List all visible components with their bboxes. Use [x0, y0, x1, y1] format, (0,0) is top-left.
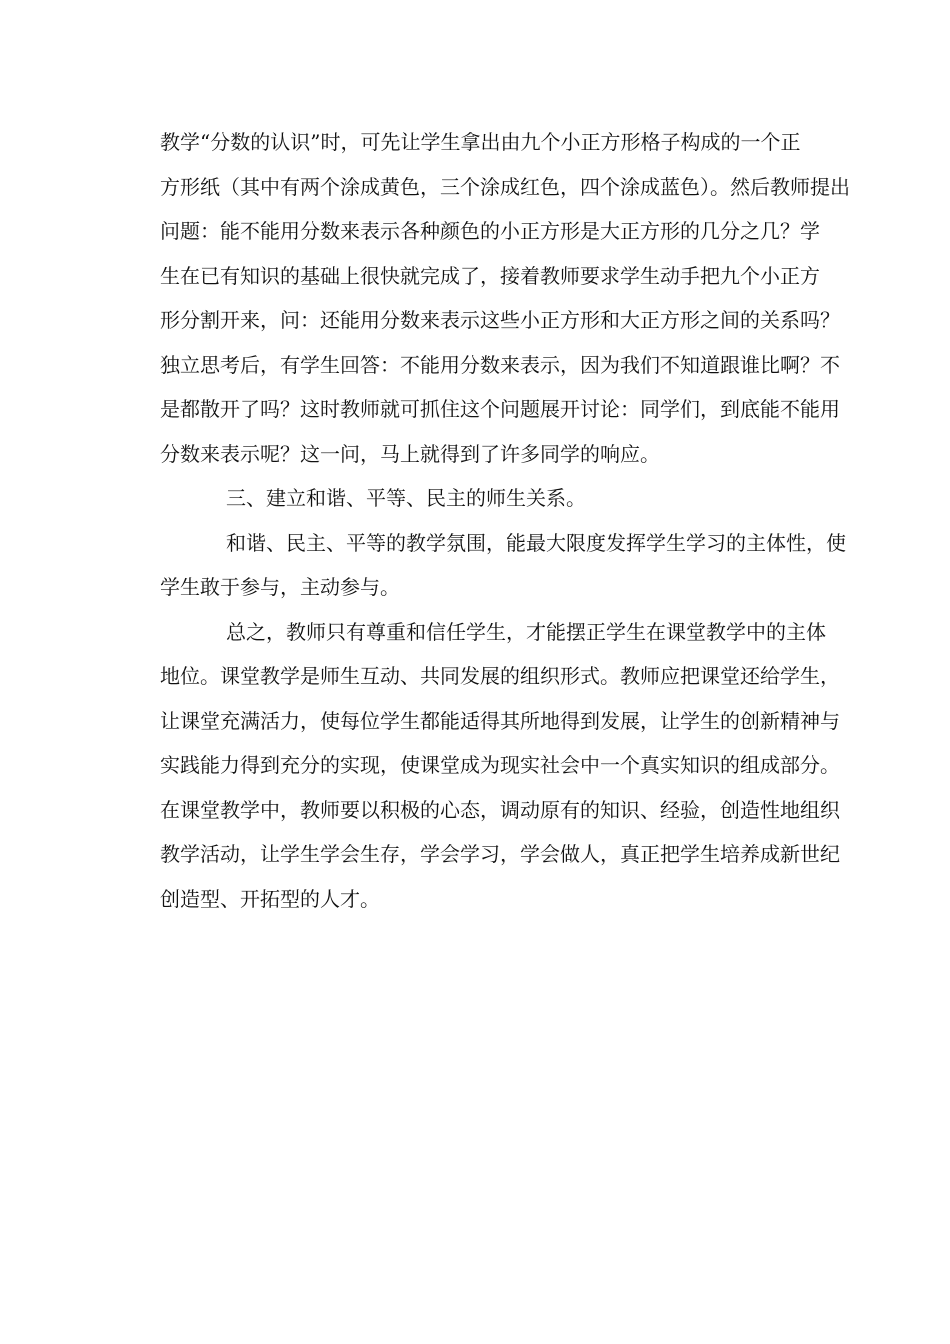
text-line: 独立思考后，有学生回答：不能用分数来表示，因为我们不知道跟谁比啊？不: [160, 352, 840, 377]
text-line: 问题：能不能用分数来表示各种颜色的小正方形是大正方形的几分之几？学: [160, 219, 820, 243]
text-line: 方形纸（其中有两个涂成黄色，三个涂成红色，四个涂成蓝色）。然后教师提出: [160, 174, 850, 199]
text-line: 和谐、民主、平等的教学氛围，能最大限度发挥学生学习的主体性，使: [226, 530, 846, 555]
text-line: 分数来表示呢？这一问，马上就得到了许多同学的响应。: [160, 441, 660, 466]
paragraph-conclusion: [160, 610, 840, 922]
document-body: [160, 120, 850, 921]
paragraph-atmosphere: [160, 521, 846, 610]
text-line: 是都散开了吗？这时教师就可抓住这个问题展开讨论：同学们，到底能不能用: [160, 397, 840, 421]
text-line: 在课堂教学中，教师要以积极的心态，调动原有的知识、经验，创造性地组织: [160, 797, 840, 822]
text-line: 地位。课堂教学是师生互动、共同发展的组织形式。教师应把课堂还给学生，: [160, 664, 840, 688]
text-line: 教学“分数的认识”时，可先让学生拿出由九个小正方形格子构成的一个正: [160, 130, 801, 154]
text-line: 总之，教师只有尊重和信任学生，才能摆正学生在课堂教学中的主体: [226, 619, 826, 644]
text-line: 实践能力得到充分的实现，使课堂成为现实社会中一个真实知识的组成部分。: [160, 753, 840, 777]
paragraph-section-heading: [160, 476, 800, 521]
text-line: 让课堂充满活力，使每位学生都能适得其所地得到发展，让学生的创新精神与: [160, 708, 840, 733]
text-line: 形分割开来，问：还能用分数来表示这些小正方形和大正方形之间的关系吗？: [160, 308, 840, 332]
text-line: 教学活动，让学生学会生存，学会学习，学会做人，真正把学生培养成新世纪: [160, 842, 840, 866]
text-line: 学生敢于参与，主动参与。: [160, 575, 400, 599]
section-heading: 三、建立和谐、平等、民主的师生关系。: [226, 486, 586, 510]
text-line: 生在已有知识的基础上很快就完成了，接着教师要求学生动手把九个小正方: [160, 263, 820, 288]
text-line: 创造型、开拓型的人才。: [160, 886, 380, 911]
paragraph-fraction-example: [160, 120, 850, 476]
